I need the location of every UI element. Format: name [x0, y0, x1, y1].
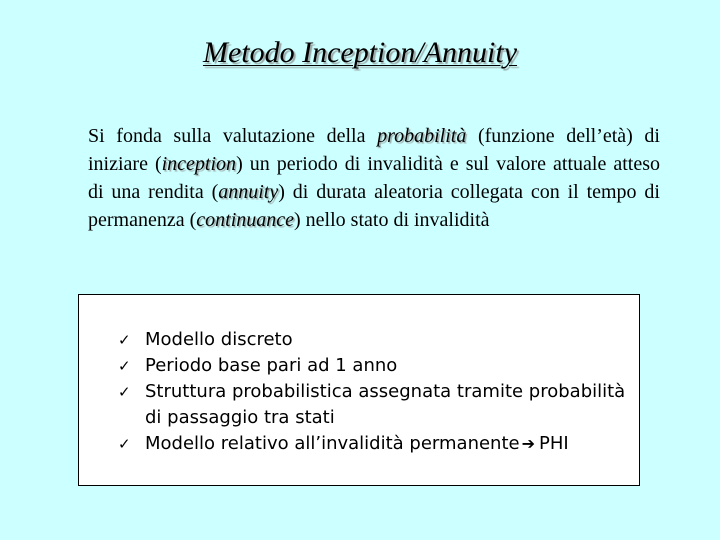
- paragraph-text-1: Si fonda sulla valutazione della: [88, 125, 378, 147]
- list-item-text: Periodo base pari ad 1 anno: [145, 355, 398, 376]
- check-icon: ✓: [118, 383, 131, 401]
- term-annuity: annuity: [218, 181, 279, 203]
- check-icon: ✓: [118, 435, 131, 453]
- term-probabilita: probabilità: [377, 125, 467, 147]
- term-inception: inception: [161, 153, 237, 175]
- list-item-text: Struttura probabilistica assegnata tramite probabilità di passaggio tra stati: [145, 381, 626, 428]
- check-icon: ✓: [118, 331, 131, 349]
- list-item-text: Modello discreto: [145, 329, 293, 350]
- list-item: [118, 327, 638, 353]
- intro-paragraph: [88, 122, 660, 234]
- list-item: [118, 379, 638, 431]
- bullet-list: [118, 327, 638, 457]
- slide-title: Metodo Inception/Annuity: [202, 36, 518, 69]
- paragraph-text-2: (funzione dell’età) di iniziare (: [88, 125, 660, 175]
- list-item-text: Modello relativo all’invalidità permanente: [145, 433, 520, 454]
- arrow-right-icon: ➔: [521, 434, 535, 453]
- paragraph-text-3: ) un periodo di invalidità e sul valore attuale atteso di una rendita (: [88, 153, 660, 203]
- term-continuance: continuance: [196, 209, 295, 231]
- paragraph-text-5: ) nello stato di invalidità: [294, 209, 490, 231]
- phi-label: PHI: [539, 433, 569, 454]
- paragraph-text-4: ) di durata aleatoria collegata con il tempo di permanenza (: [88, 181, 660, 231]
- list-item: [118, 353, 638, 379]
- list-item: [118, 431, 638, 457]
- check-icon: ✓: [118, 357, 131, 375]
